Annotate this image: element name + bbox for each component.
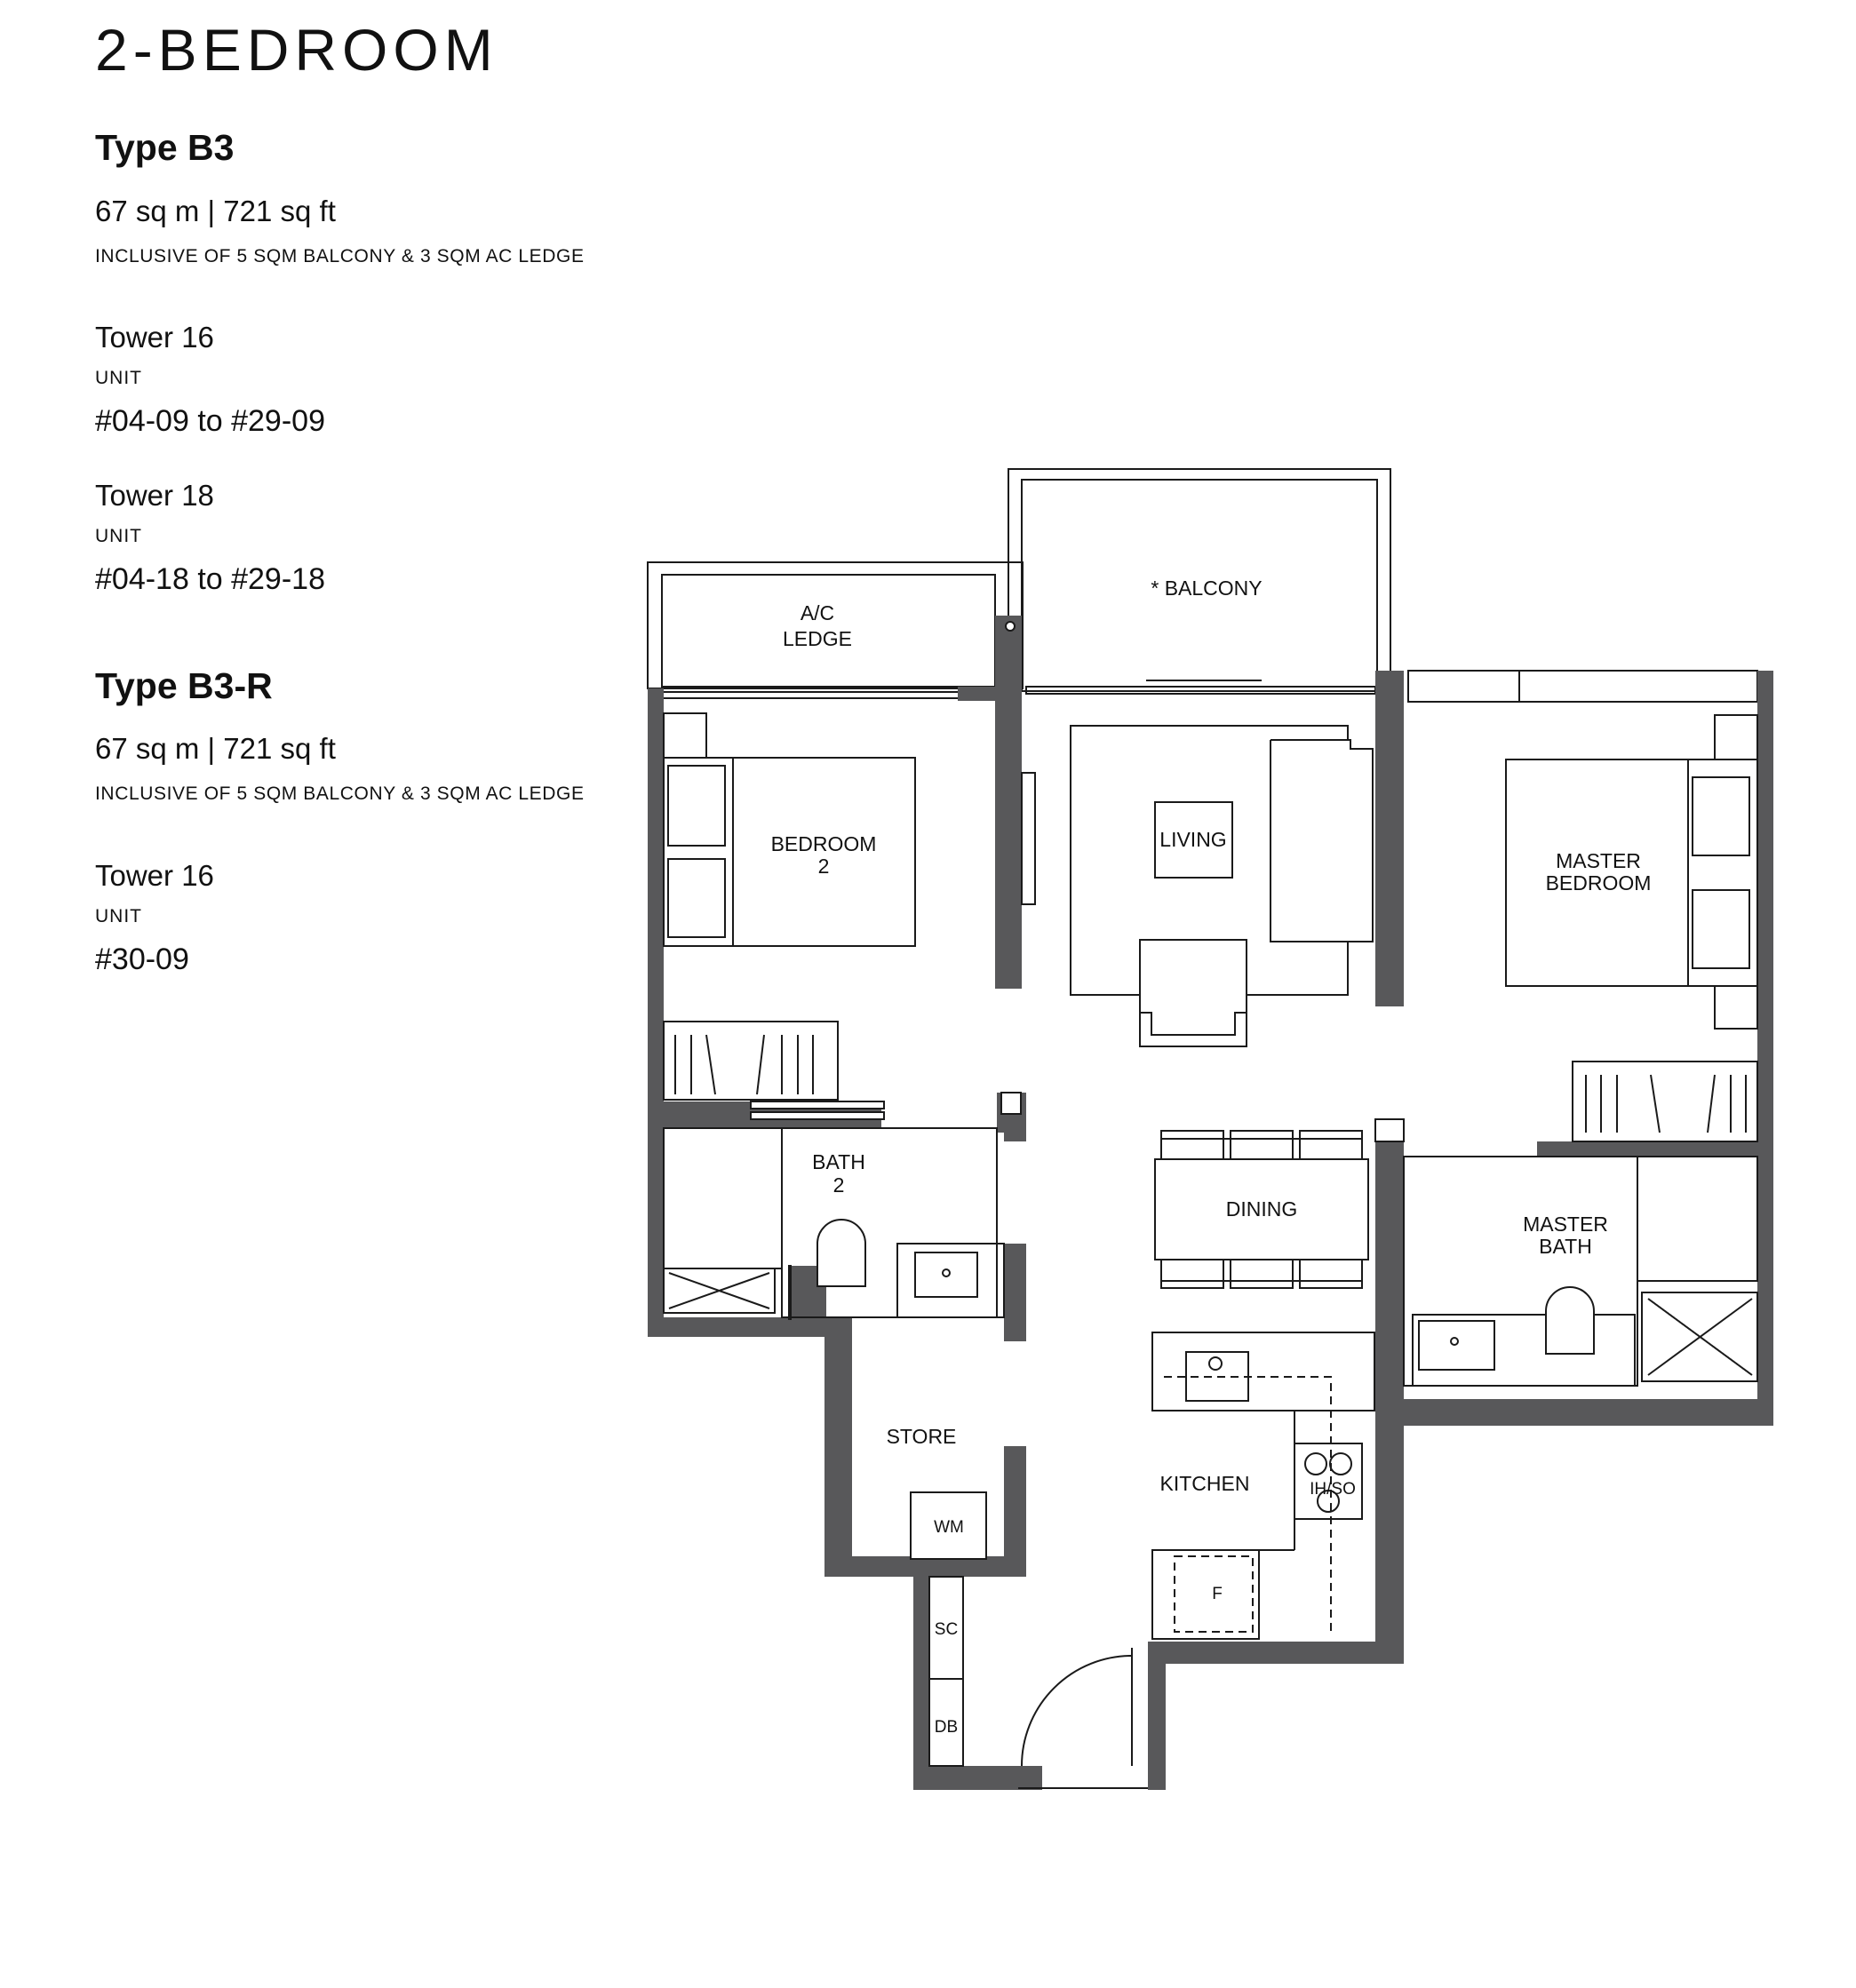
sc-db-cabinets bbox=[929, 1577, 963, 1766]
sc-label: SC bbox=[934, 1620, 959, 1639]
living-furniture bbox=[1022, 726, 1373, 1046]
type-b3-tower-16: Tower 16 bbox=[95, 321, 214, 354]
column-detail-2 bbox=[1375, 1119, 1404, 1141]
type-b3-note: INCLUSIVE OF 5 SQM BALCONY & 3 SQM AC LEDGE bbox=[95, 246, 585, 266]
dining-label: DINING bbox=[1225, 1197, 1298, 1221]
type-b3r-note: INCLUSIVE OF 5 SQM BALCONY & 3 SQM AC LEDGE bbox=[95, 783, 585, 804]
bedroom2-bed bbox=[664, 713, 915, 946]
db-label: DB bbox=[934, 1718, 959, 1737]
ac-ledge-outline bbox=[648, 562, 1023, 688]
page-heading: 2-BEDROOM bbox=[95, 17, 498, 83]
master-bath-label-1: MASTER bbox=[1523, 1213, 1608, 1236]
living-label: LIVING bbox=[1159, 828, 1227, 851]
entrance-door bbox=[1016, 1648, 1166, 1790]
type-b3-tower-16-unit-label: UNIT bbox=[95, 368, 142, 388]
type-b3-tower-18-units: #04-18 to #29-18 bbox=[95, 562, 325, 596]
master-bath-label-2: BATH bbox=[1539, 1235, 1592, 1258]
bath2-label-1: BATH bbox=[812, 1150, 865, 1173]
type-b3r-tower-16-units: #30-09 bbox=[95, 942, 189, 976]
wm-label: WM bbox=[934, 1518, 964, 1537]
master-bedroom-label-2: BEDROOM bbox=[1545, 871, 1652, 895]
master-bedroom-label-1: MASTER bbox=[1556, 849, 1641, 872]
type-b3r-tower-16-unit-label: UNIT bbox=[95, 906, 142, 926]
type-b3r-title: Type B3-R bbox=[95, 665, 273, 706]
kitchen-label: KITCHEN bbox=[1159, 1472, 1250, 1495]
ac-ledge-label-1: A/C bbox=[800, 601, 835, 624]
type-b3r-area: 67 sq m | 721 sq ft bbox=[95, 732, 336, 765]
hob-label: IH/SO bbox=[1310, 1480, 1356, 1499]
bedroom2-label-2: 2 bbox=[817, 855, 830, 878]
type-b3-title: Type B3 bbox=[95, 127, 235, 168]
type-b3-tower-18: Tower 18 bbox=[95, 479, 214, 512]
column-marker bbox=[1006, 622, 1015, 631]
column-detail bbox=[1001, 1093, 1021, 1114]
bedroom2-label-1: BEDROOM bbox=[770, 832, 877, 855]
master-wardrobe bbox=[1573, 1062, 1757, 1141]
type-b3-tower-16-units: #04-09 to #29-09 bbox=[95, 404, 325, 438]
fridge-label: F bbox=[1212, 1585, 1223, 1603]
window-strips bbox=[662, 671, 1757, 702]
bath2-label-2: 2 bbox=[832, 1173, 845, 1197]
type-b3-area: 67 sq m | 721 sq ft bbox=[95, 195, 336, 227]
master-bath-fixtures bbox=[1404, 1157, 1757, 1386]
balcony-label: * BALCONY bbox=[1151, 577, 1263, 600]
store-label: STORE bbox=[886, 1425, 957, 1448]
ac-ledge-label-2: LEDGE bbox=[783, 627, 852, 650]
type-b3r-tower-16: Tower 16 bbox=[95, 859, 214, 892]
type-b3-tower-18-unit-label: UNIT bbox=[95, 526, 142, 546]
